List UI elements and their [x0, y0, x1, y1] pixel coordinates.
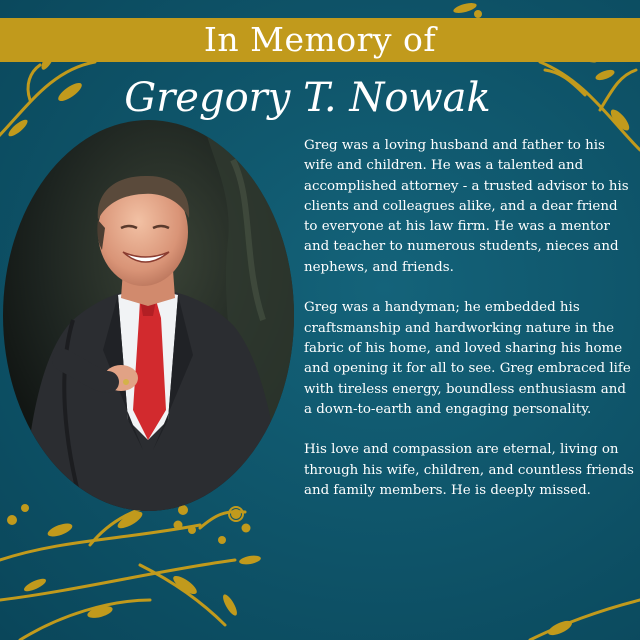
bio-text: [304, 136, 634, 522]
title-banner: [0, 18, 640, 62]
portrait-photo: [3, 120, 294, 511]
bio-paragraph: Greg was a loving husband and father to his wife and children. He was a talented and accomplished attorney - a trusted advisor to his clients and colleagues alike, and a dear friend to everyone at his law firm. He was a mentor and teacher to numerous students, nieces and nephews, and friends.: [304, 138, 629, 275]
memorial-name: Gregory T. Nowak: [124, 75, 491, 121]
bio-paragraph: His love and compassion are eternal, living on through his wife, children, and countless friends and family members. He is deeply missed.: [304, 442, 634, 499]
banner-title: In Memory of: [203, 20, 437, 59]
bio-paragraph: Greg was a handyman; he embedded his craftsmanship and hardworking nature in the fabric of his home, and loved sharing his home and opening it for all to see. Greg embraced life with tireless energy, boundless enthusiasm and a down-to-earth and engaging personality.: [304, 300, 631, 417]
